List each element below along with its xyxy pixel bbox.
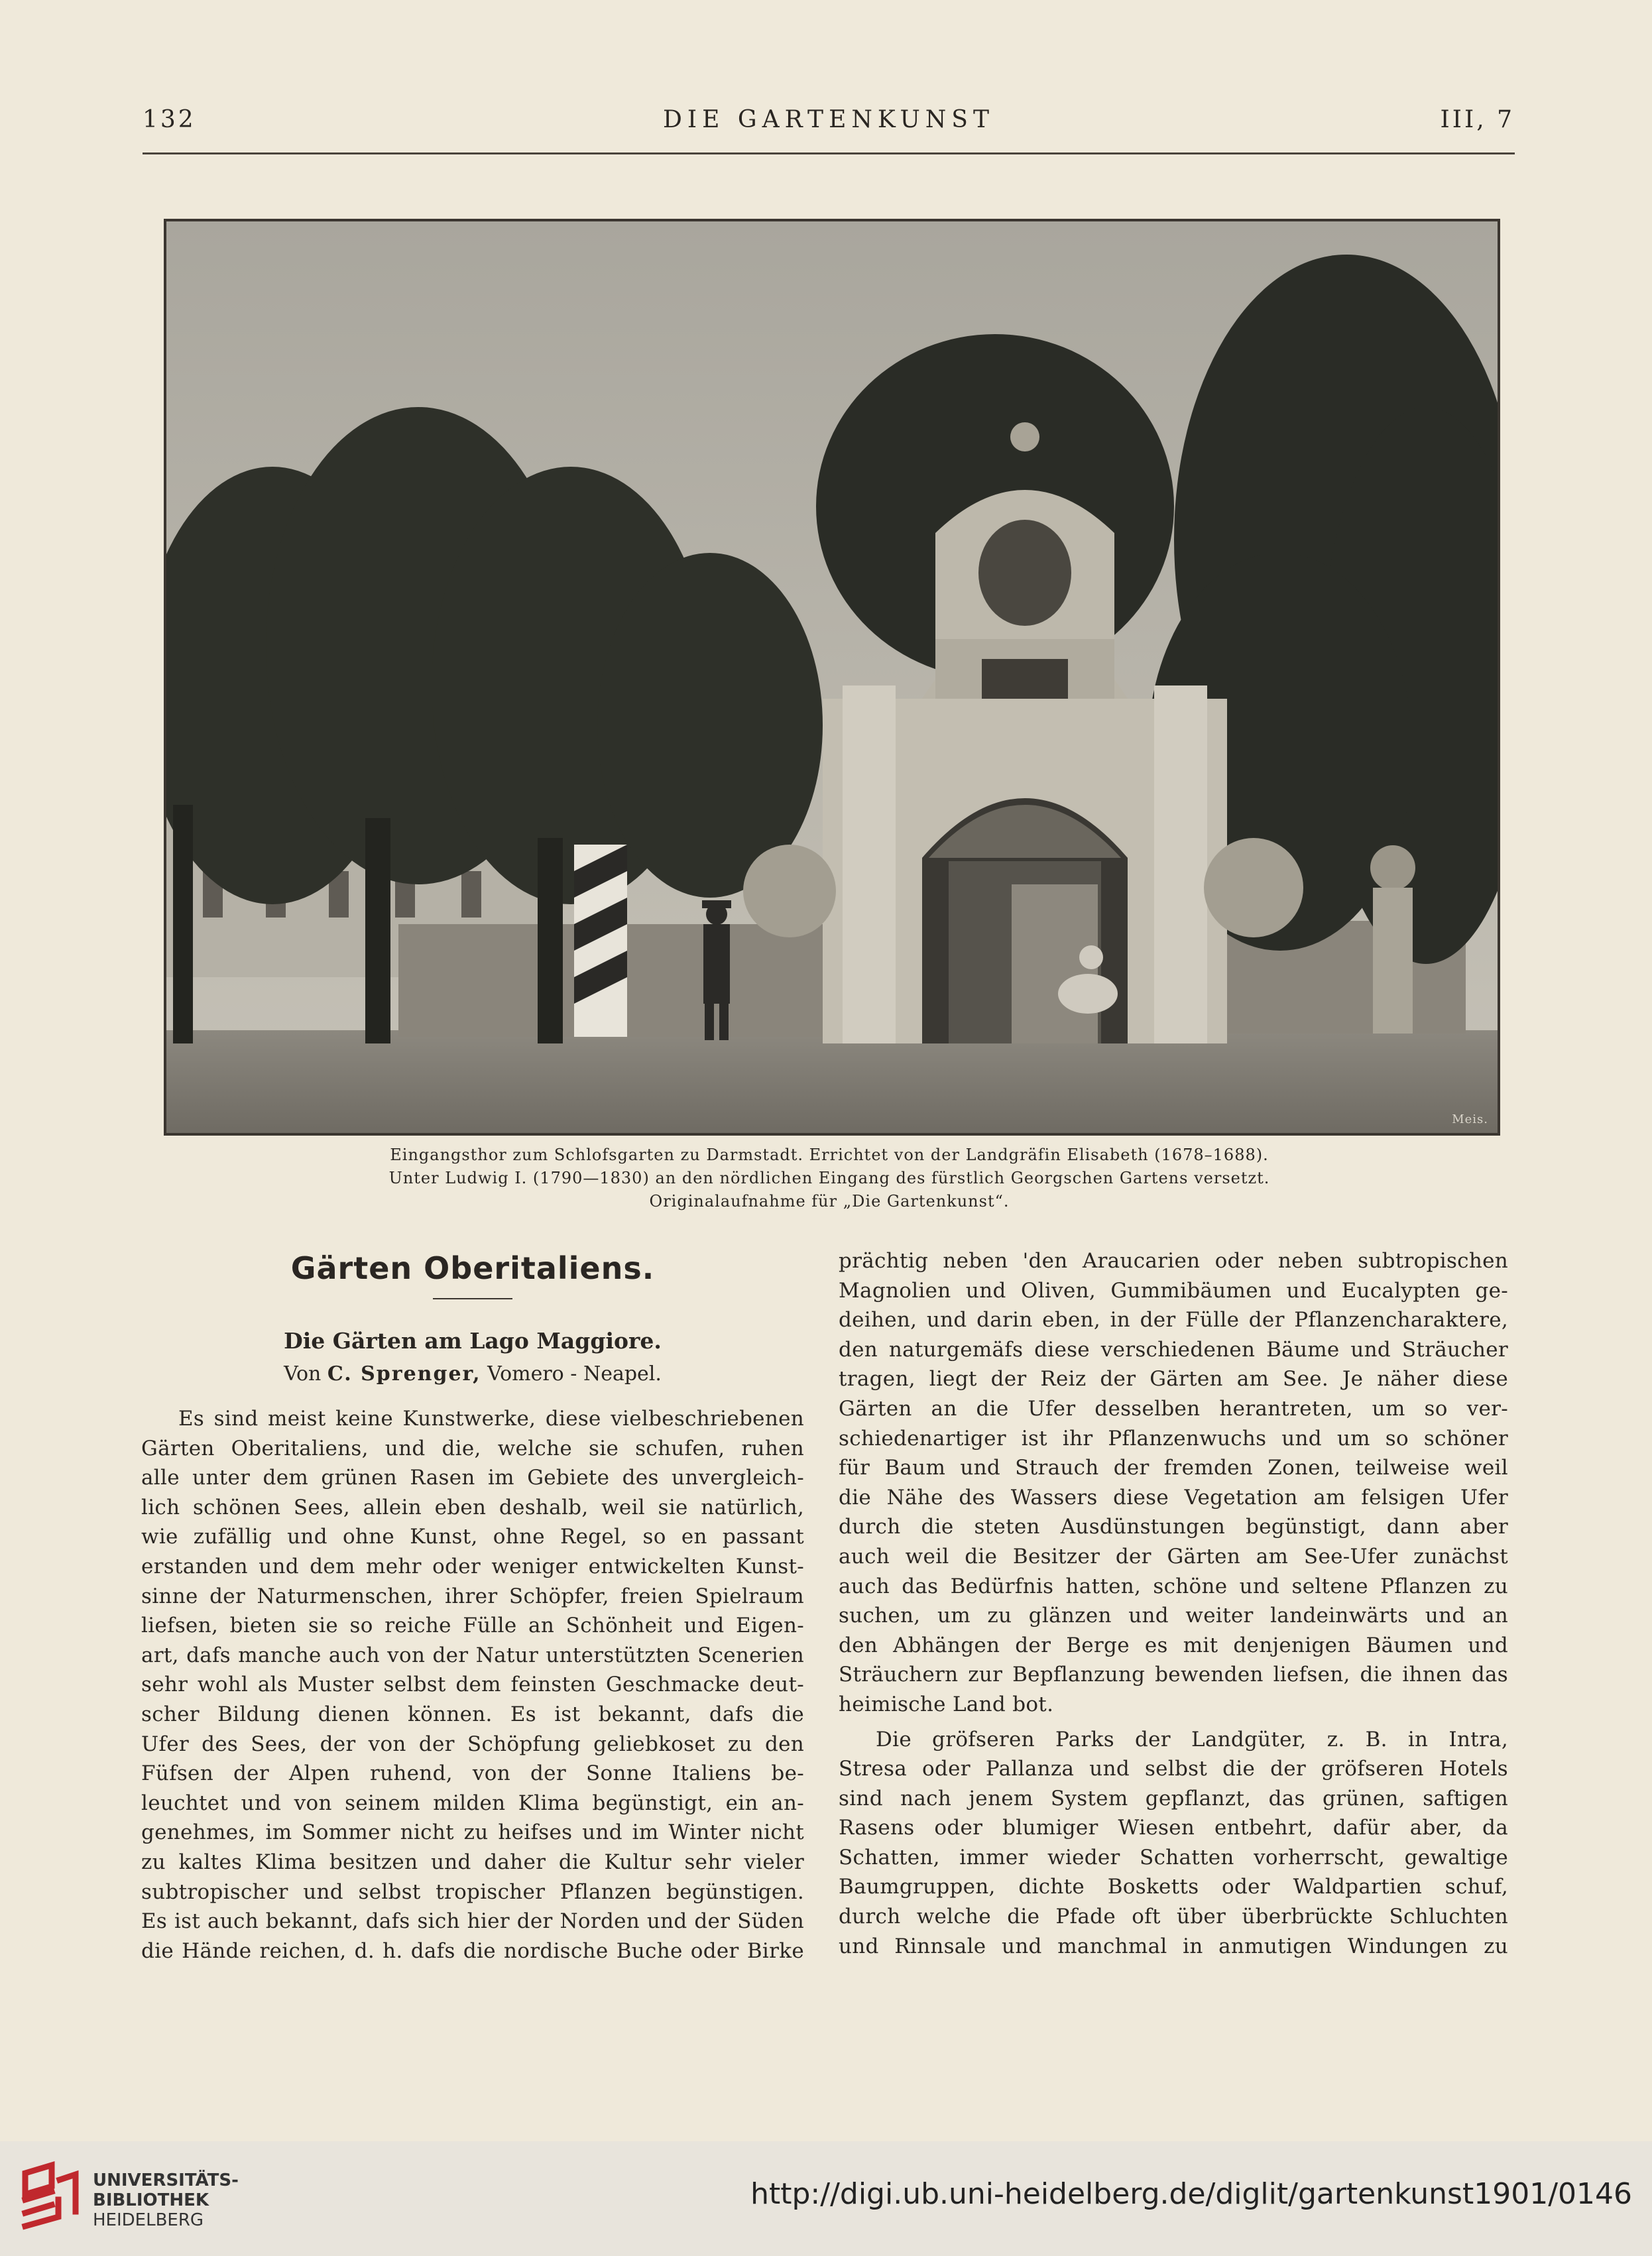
text-line: schiedenartiger ist ihr Pflanzenwuchs und um so schöner — [839, 1426, 1508, 1451]
text-line: tragen, liegt der Reiz der Gärten am See. Je näher diese — [839, 1367, 1508, 1392]
plate-caption — [164, 1144, 1495, 1213]
library-footer — [0, 2141, 1652, 2256]
body-paragraph-left — [141, 1404, 804, 1966]
text-line: suchen, um zu glänzen und weiter landeinwärts und an — [839, 1604, 1508, 1628]
body-paragraph-right-2 — [839, 1725, 1508, 1962]
left-column — [141, 1246, 804, 1966]
library-name-line-1: UNIVERSITÄTS- — [93, 2170, 239, 2190]
text-line: sehr wohl als Muster selbst dem feinsten Geschmacke deut- — [141, 1673, 804, 1697]
article-subtitle: Die Gärten am Lago Maggiore. — [284, 1328, 662, 1354]
sentry-box — [574, 845, 627, 1037]
text-line: Gärten an die Ufer desselben herantreten, um so ver- — [839, 1396, 1508, 1421]
text-line: den naturgemäfs diese verschiedenen Bäume und Sträucher — [839, 1337, 1508, 1362]
text-line: durch die steten Ausdünstungen begünstigt, dann aber — [839, 1515, 1508, 1539]
text-line: Schatten, immer wieder Schatten vorherrscht, gewaltige — [839, 1845, 1508, 1870]
gate-photograph — [164, 219, 1500, 1136]
text-line: durch welche die Pfade oft über überbrückte Schluchten — [839, 1905, 1508, 1929]
author-name: C. Sprenger, — [327, 1362, 481, 1386]
caption-line-3: Originalaufnahme für „Die Gartenkunst“. — [649, 1192, 1010, 1211]
text-line: wie zufällig und ohne Kunst, ohne Regel, so en passant — [141, 1525, 804, 1549]
library-name-line-3: HEIDELBERG — [93, 2210, 204, 2230]
text-line: erstanden und dem mehr oder weniger entwickelten Kunst- — [141, 1554, 804, 1578]
text-line: Es ist auch bekannt, dafs sich hier der Norden und der Süden — [141, 1909, 804, 1934]
text-line: alle unter dem grünen Rasen im Gebiete des unvergleich- — [141, 1466, 804, 1490]
text-line: lich schönen Sees, allein eben deshalb, weil sie natürlich, — [141, 1495, 804, 1519]
text-line: deihen, und darin eben, in der Fülle der Pflanzencharaktere, — [839, 1308, 1508, 1333]
text-line: leuchtet und von seinem milden Klima begünstigt, ein an- — [141, 1791, 804, 1815]
text-line: auch das Bedürfnis hatten, schöne und seltene Pflanzen zu — [839, 1574, 1508, 1598]
text-line: für Baum und Strauch der fremden Zonen, teilweise weil — [839, 1456, 1508, 1480]
text-line: heimische Land bot. — [839, 1692, 1054, 1716]
plate-signature: Meis. — [1452, 1112, 1488, 1126]
text-line: Sträuchern zur Bepflanzung bewenden liefsen, die ihnen das — [839, 1663, 1508, 1687]
permalink-url[interactable]: http://digi.ub.uni-heidelberg.de/diglit/gartenkunst1901/0146 — [750, 2177, 1632, 2211]
text-line: art, dafs manche auch von der Natur unterstützten Scenerien — [141, 1643, 804, 1667]
text-line: Es sind meist keine Kunstwerke, diese vielbeschriebenen — [178, 1407, 804, 1431]
library-name — [93, 2170, 239, 2230]
text-line: sind nach jenem System gepflanzt, das grünen, saftigen — [839, 1786, 1508, 1811]
article-title: Gärten Oberitaliens. — [290, 1250, 655, 1286]
forecourt — [166, 1030, 1498, 1133]
text-line: Füfsen der Alpen ruhend, von der Sonne Italiens be- — [141, 1761, 804, 1786]
text-line: sinne der Naturmenschen, ihrer Schöpfer, freien Spielraum — [141, 1584, 804, 1608]
text-line: prächtig neben 'den Araucarien oder neben subtropischen — [839, 1249, 1508, 1273]
byline-prefix: Von — [284, 1362, 322, 1386]
byline — [141, 1358, 804, 1391]
text-line: Ufer des Sees, der von der Schöpfung geliebkoset zu den — [141, 1732, 804, 1756]
text-line: und Rinnsale und manchmal in anmutigen Windungen zu — [839, 1934, 1508, 1958]
running-head — [143, 106, 1515, 154]
text-line: scher Bildung dienen können. Es ist bekannt, dafs die — [141, 1702, 804, 1726]
text-line: Baumgruppen, dichte Bosketts oder Waldpartien schuf, — [839, 1875, 1508, 1899]
text-line: Rasens oder blumiger Wiesen entbehrt, dafür aber, da — [839, 1816, 1508, 1840]
page-number: 132 — [143, 106, 196, 133]
text-line: Die gröfseren Parks der Landgüter, z. B. in Intra, — [876, 1727, 1508, 1751]
body-paragraph-right-1 — [839, 1246, 1508, 1720]
text-line: auch weil die Besitzer der Gärten am See-Ufer zunächst — [839, 1544, 1508, 1569]
title-rule — [433, 1298, 512, 1299]
text-line: die Hände reichen, d. h. dafs die nordische Buche oder Birke — [141, 1938, 804, 1963]
right-column — [839, 1246, 1508, 1961]
text-line: die Nähe des Wassers diese Vegetation am felsigen Ufer — [839, 1485, 1508, 1510]
text-line: subtropischer und selbst tropischer Pflanzen begünstigen. — [141, 1879, 804, 1904]
text-line: genehmes, im Sommer nicht zu heifses und im Winter nicht — [141, 1820, 804, 1845]
text-line: Magnolien und Oliven, Gummibäumen und Eucalypten ge- — [839, 1278, 1508, 1303]
text-line: Gärten Oberitaliens, und die, welche sie schufen, ruhen — [141, 1436, 804, 1460]
library-name-line-2: BIBLIOTHEK — [93, 2190, 209, 2210]
caption-line-2: Unter Ludwig I. (1790—1830) an den nördlichen Eingang des fürstlich Georgschen Gartens versetzt. — [388, 1169, 1270, 1187]
text-line: zu kaltes Klima besitzen und daher die Kultur sehr vieler — [141, 1850, 804, 1874]
caption-line-1: Eingangsthor zum Schlofsgarten zu Darmstadt. Errichtet von der Landgräfin Elisabeth (1678–1688). — [390, 1146, 1269, 1164]
text-line: liefsen, bieten sie so reiche Fülle an Schönheit und Eigen- — [141, 1614, 804, 1638]
text-line: den Abhängen der Berge es mit denjenigen Bäumen und — [839, 1633, 1508, 1657]
text-line: Stresa oder Pallanza und selbst die der gröfseren Hotels — [839, 1757, 1508, 1781]
volume-number: III, 7 — [1440, 106, 1515, 133]
library-logo-icon — [19, 2160, 82, 2237]
author-location: Vomero - Neapel. — [487, 1362, 662, 1386]
gate-illustration — [166, 221, 1498, 1133]
journal-title: DIE GARTENKUNST — [663, 106, 994, 133]
